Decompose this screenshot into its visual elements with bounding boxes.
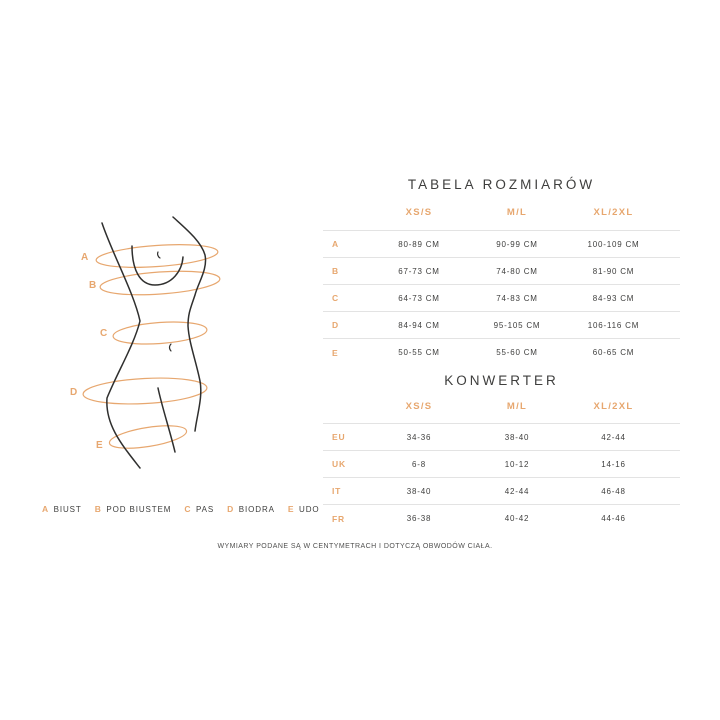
female-torso-illustration	[60, 195, 240, 495]
cell-value: 38-40	[406, 486, 432, 496]
cell-value: 36-38	[406, 514, 432, 523]
cell-value: 64-73 CM	[398, 293, 440, 303]
converter-col-ml: M/L	[506, 401, 528, 412]
cell-value: 84-93 CM	[592, 293, 635, 303]
size-table-title: TABELA ROZMIARÓW	[407, 177, 596, 192]
size-table-header-row	[323, 194, 680, 231]
cell-value: 95-105 CM	[493, 320, 541, 330]
legend-label: POD BIUSTEM	[106, 505, 172, 514]
measurement-footnote: WYMIARY PODANE SĄ W CENTYMETRACH I DOTYCZĄ OBWODÓW CIAŁA.	[217, 543, 493, 550]
legend-label: PAS	[196, 505, 215, 514]
row-label: B	[332, 266, 339, 276]
legend-item-underbust	[95, 504, 172, 514]
left-body-line	[102, 223, 140, 468]
cell-value: 10-12	[504, 459, 530, 469]
size-table	[323, 176, 680, 366]
cell-value: 42-44	[601, 432, 626, 442]
cell-value: 81-90 CM	[592, 266, 635, 276]
navel-mark	[170, 344, 172, 351]
waist-ellipse	[112, 319, 207, 347]
cell-value: 44-46	[601, 514, 626, 523]
table-row	[323, 478, 680, 505]
table-row	[323, 312, 680, 339]
underbust-ellipse	[99, 268, 220, 298]
size-table-col-xl2xl: XL/2XL	[593, 206, 634, 218]
size-table-col-xss: XS/S	[405, 206, 433, 218]
figure-marker-e: E	[96, 440, 104, 451]
cell-value: 106-116 CM	[587, 320, 640, 330]
cell-value: 90-99 CM	[496, 239, 538, 249]
table-row	[323, 505, 680, 532]
row-label: E	[332, 347, 339, 358]
converter-header-row	[323, 390, 680, 424]
legend-label: BIUST	[53, 505, 82, 514]
row-label: C	[332, 293, 339, 303]
cell-value: 55-60 CM	[496, 348, 538, 357]
legend-item-bust	[42, 504, 82, 514]
cell-value: 80-89 CM	[398, 239, 440, 249]
nipple-mark	[158, 252, 160, 258]
cell-value: 74-80 CM	[496, 266, 538, 276]
legend-item-thigh	[288, 504, 320, 514]
cell-value: 67-73 CM	[398, 266, 440, 276]
legend-letter: A	[42, 504, 49, 514]
cell-value: 50-55 CM	[398, 348, 440, 357]
row-label: D	[332, 320, 339, 330]
table-row	[323, 285, 680, 312]
hips-ellipse	[82, 375, 207, 406]
figure-marker-c: C	[100, 328, 108, 339]
legend-item-waist	[184, 504, 214, 514]
table-row	[323, 339, 680, 366]
converter-col-xl2xl: XL/2XL	[593, 401, 634, 412]
right-body-line	[173, 217, 206, 431]
converter-table	[323, 372, 680, 532]
converter-col-xss: XS/S	[405, 401, 433, 412]
legend-letter: B	[94, 504, 102, 514]
legend-label: UDO	[299, 505, 320, 514]
cell-value: 34-36	[406, 432, 432, 442]
measurement-legend	[42, 504, 320, 514]
figure-marker-a: A	[81, 252, 89, 263]
row-label: IT	[332, 486, 342, 496]
converter-table-title: KONWERTER	[444, 373, 559, 388]
thigh-ellipse	[108, 422, 188, 453]
table-row	[323, 424, 680, 451]
cell-value: 6-8	[412, 459, 426, 469]
cell-value: 100-109 CM	[587, 239, 640, 249]
figure-marker-b: B	[89, 280, 97, 291]
size-table-col-ml: M/L	[506, 206, 528, 218]
cell-value: 38-40	[504, 432, 530, 442]
body-measurement-diagram	[60, 195, 240, 495]
cell-value: 60-65 CM	[592, 348, 635, 357]
row-label: EU	[332, 432, 346, 442]
legend-item-hips	[227, 504, 275, 514]
legend-letter: E	[287, 504, 295, 514]
legend-label: BIODRA	[238, 505, 275, 514]
cell-value: 42-44	[504, 486, 530, 496]
table-row	[323, 231, 680, 258]
cell-value: 84-94 CM	[398, 320, 440, 330]
table-row	[323, 258, 680, 285]
row-label: UK	[332, 459, 346, 469]
cell-value: 74-83 CM	[496, 293, 538, 303]
legend-letter: D	[227, 504, 234, 514]
cell-value: 14-16	[601, 459, 626, 469]
table-row	[323, 451, 680, 478]
cell-value: 40-42	[504, 514, 530, 523]
figure-marker-d: D	[70, 387, 78, 398]
cell-value: 46-48	[601, 486, 626, 496]
row-label: FR	[332, 513, 345, 524]
row-label: A	[332, 239, 339, 249]
legend-letter: C	[184, 504, 192, 514]
